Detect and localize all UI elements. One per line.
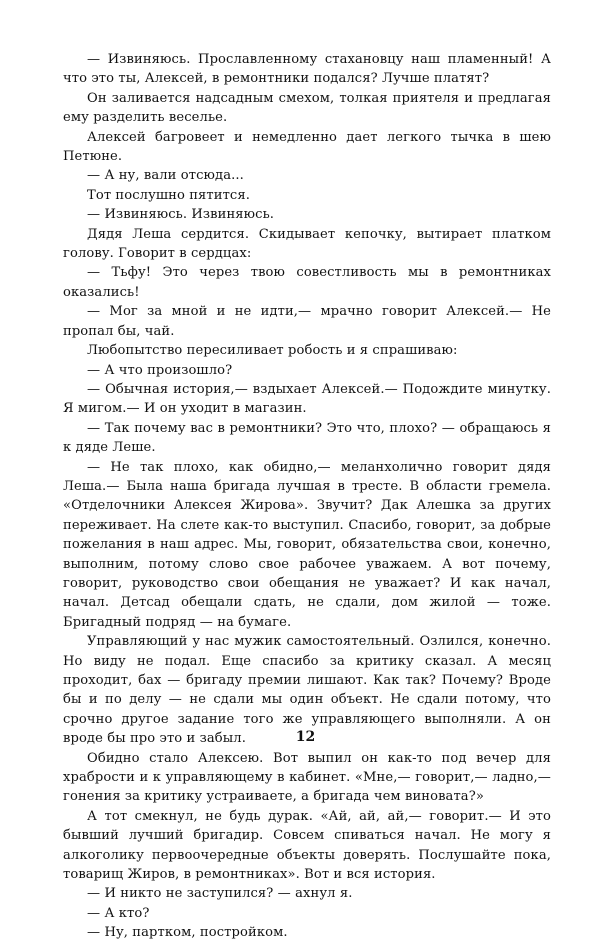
paragraph-13: — Так почему вас в ремонтники? Это что, плохо? — обращаюсь я к дяде Леше. — [63, 420, 551, 456]
page-body-text — [63, 50, 551, 943]
paragraph-6: — Извиняюсь. Извиняюсь. — [87, 207, 275, 223]
paragraph-18: — И никто не заступился? — ахнул я. — [87, 886, 353, 902]
paragraph-16: Обидно стало Алексею. Вот выпил он как-то под вечер для храбрости и к управляющему в кабинет. «Мне,— говорит,— ладно,— гонения за критику устраиваете, а бригада чем виновата?» — [63, 750, 551, 805]
paragraph-7: Дядя Леша сердится. Скидывает кепочку, вытирает платком голову. Говорит в сердцах: — [63, 226, 551, 262]
page-number: 12 — [295, 729, 316, 745]
paragraph-15: Управляющий у нас мужик самостоятельный. Озлился, конечно. Но виду не подал. Еще спасибо за критику сказал. А месяц проходит, бах — бригаду премии лишают. Как так? Почему? Вроде бы и по делу — не сдали мы один объект. Не сдали потому, что срочно другое задание того же управляющего выполняли. А он вроде бы про это и забыл. — [63, 634, 551, 747]
paragraph-3: Алексей багровеет и немедленно дает легкого тычка в шею Петюне. — [63, 129, 551, 165]
paragraph-8: — Тьфу! Это через твою совестливость мы в ремонтниках оказались! — [63, 265, 551, 300]
paragraph-1: — Извиняюсь. Прославленному стахановцу наш пламенный! А что это ты, Алексей, в ремонтники подался? Лучше платят? — [63, 52, 551, 87]
paragraph-10: Любопытство пересиливает робость и я спрашиваю: — [87, 343, 458, 359]
paragraph-17: А тот смекнул, не будь дурак. «Ай, ай, ай,— говорит.— И это бывший лучший бригадир. Совсем спиваться начал. Не могу я алкоголику первоочередные объекты доверять. Послушайте пока, товарищ Жиров, в ремонтниках». Вот и вся история. — [63, 808, 551, 883]
paragraph-4: — А ну, вали отсюда... — [87, 168, 244, 184]
paragraph-2: Он заливается надсадным смехом, толкая приятеля и предлагая ему разделить веселье. — [63, 90, 551, 126]
paragraph-9: — Мог за мной и не идти,— мрачно говорит Алексей.— Не пропал бы, чай. — [63, 304, 551, 339]
paragraph-20: — Ну, партком, постройком. — [87, 925, 288, 941]
paragraph-5: Тот послушно пятится. — [87, 187, 250, 203]
paragraph-19: — А кто? — [87, 905, 150, 921]
paragraph-14: — Не так плохо, как обидно,— меланхолично говорит дядя Леша.— Была наша бригада лучшая в тресте. В области гремела. «Отделочники Алексея Жирова». Звучит? Дак Алешка за других переживает. На слете как-то выступил. Спасибо, говорит, за добрые пожелания в наш адрес. Мы, говорит, обязательства свои, конечно, выполним, потому слово свое рабочее уважаем. А вот почему, говорит, руководство свои обещания не уважает? И как начал, начал. Детсад обещали сдать, не сдали, дом жилой — тоже. Бригадный подряд — на бумаге. — [63, 459, 551, 630]
paragraph-12: — Обычная история,— вздыхает Алексей.— Подождите минутку. Я мигом.— И он уходит в магазин. — [63, 381, 551, 417]
paragraph-11: — А что произошло? — [87, 362, 233, 378]
